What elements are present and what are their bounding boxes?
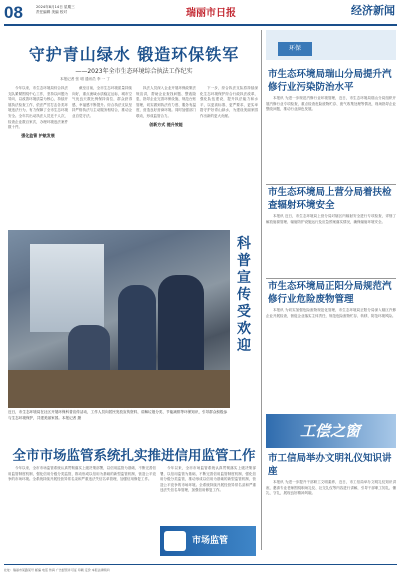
article-column — [8, 466, 156, 560]
article-column — [266, 308, 396, 408]
article-paragraph: 本报讯 为进一步规范汽修行业环境管理，近日，市生态环境局瑞山分局组织开展汽修行业专项检查，重点检查危险废物贮存、废气收集处理等情况，现场指导企业整改问题，推动行业绿色发展。 — [266, 96, 396, 112]
shopping-bag-icon — [164, 531, 186, 551]
article-column — [136, 86, 196, 228]
article-column — [8, 86, 68, 228]
article-paragraph: 本报讯 为进一步提升干部职工文明素养，近日，市工信局举办文明礼仪知识讲座，邀请专业老师围绕职场礼仪、社交礼仪等内容进行讲解，引导干部职工知礼、懂礼、守礼，展现良好精神风貌。 — [266, 480, 396, 496]
article-paragraph: 截至目前，全市生态环境质量持续向好，重点流域水质稳定达标，城市空气优良天数比例保持高位，群众获得感、幸福感不断提升。综合执法支队坚持严格执法与主动服务相结合，推动企业自觉守法。 — [72, 86, 132, 118]
second-headline: 全市市场监管系统扎实推进信用监管工作 — [12, 448, 256, 464]
article-paragraph: 今年以来，全市市场监管系统认真贯彻落实上级决策部署，以信用监管为基础，不断完善信用监管制度机制，强化信用分级分类监管，推动形成以信用为基础的新型监管机制，营造公平竞争的市场环境。全系统持续开展经营异常名录和严重违法失信名单管理，加强信用修复工作。 — [8, 466, 156, 482]
right-headline: 市生态环境局上营分局着扶检查辐射环境安全 — [268, 187, 392, 211]
article-column — [200, 86, 258, 228]
union-banner-text: 工偿之窗 — [300, 422, 361, 440]
article-column — [266, 96, 396, 182]
photo-kicker: 科普宣传受欢迎 — [237, 236, 251, 354]
article-paragraph: 下一步，综合执法支队将持续深化生态环境保护综合行政执法改革，强化队伍建设，提升执法能力和水平，以更高标准、更严要求、更实举措守护好青山绿水，为建设美丽家园作出新的更大贡献。 — [200, 86, 258, 118]
news-photo — [8, 230, 230, 408]
photo-caption: 近日，市生态环境局在社区开展环保科普宣传活动，工作人员向居民发放宣传资料，讲解垃圾分类、节能减排等环保知识，引导群众积极参与生态环境保护，共建美丽家园。本报记者 摄 — [8, 410, 228, 420]
paper-logo: 瑞丽市日报 — [186, 8, 236, 19]
main-headline: 守护青山绿水 锻造环保铁军 — [28, 45, 240, 64]
section-divider — [266, 278, 396, 279]
article-column — [266, 214, 396, 274]
section-divider — [266, 184, 396, 185]
masthead-info-line: 责任编辑 美编 校对 — [36, 10, 68, 14]
footer-rule — [4, 564, 397, 565]
article-column — [72, 86, 132, 228]
main-subheadline: ——2023年全市生态环境综合执法工作纪实 — [75, 68, 193, 75]
masthead-info-line: 2024年8月14日 星期三 — [36, 5, 75, 9]
masthead-info — [36, 5, 82, 15]
market-ad-text: 市场监管 — [192, 536, 229, 546]
right-headline: 市生态环境局正阳分局规范汽修行业危险废物管理 — [268, 281, 392, 305]
eco-banner — [266, 30, 396, 60]
footer-info: 社址：瑞丽市某路某号 邮编 电话 传真 广告经营许可证 印刷 定价 本报法律顾问 — [4, 568, 110, 572]
masthead-rule — [4, 24, 397, 26]
eco-banner-tag: 环保 — [278, 42, 312, 56]
page-number: 08 — [4, 3, 23, 22]
main-byline: 本报记者 张 明 通讯员 李 一 丁 — [60, 77, 110, 81]
article-column — [160, 466, 256, 522]
article-subheading: 创新方式 提升效能 — [149, 121, 183, 127]
article-column — [266, 480, 396, 560]
article-paragraph: 本报讯 为切实加强危险废物规范化管理，市生态环境局正阳分局深入辖区汽修企业开展检查，督促企业落实主体责任，规范危险废物贮存、转移，防范环境风险。 — [266, 308, 396, 318]
column-divider — [261, 30, 262, 550]
section-title: 经济新闻 — [351, 4, 395, 17]
article-paragraph: 今年以来，全市市场监管系统认真贯彻落实上级决策部署，以信用监管为基础，不断完善信用监管制度机制，强化信用分级分类监管，推动形成以信用为基础的新型监管机制，营造公平竞争的市场环境。全系统持续开展经营异常名录和严重违法失信名单管理，加强信用修复工作。 — [160, 466, 256, 493]
masthead — [0, 0, 401, 24]
article-paragraph: 执法人员深入企业开展环保政策法规宣讲，帮助企业查找问题、整改隐患，指导企业完善环保设施、规范台账管理，切实做到执法有力度、服务有温度，营造良好营商环境。同时加强部门联动，形成监管合力。 — [136, 86, 196, 118]
article-paragraph: 今年以来，市生态环境局综合执法支队紧紧围绕中心工作，坚持以问题为导向，以改善环境质量为核心，持续开展执法检查工作，依法严厉打击各类环境违法行为，有力保障了全市生态环境安全。全年共出动执法人员近千人次，检查企业数百家次，办理环境违法案件数十件。 — [8, 86, 68, 130]
article-subheading: 强化监管 护航发展 — [21, 132, 55, 138]
right-headline: 市工信局举办文明礼仪知识讲座 — [268, 453, 392, 477]
right-headline: 市生态环境局瑞山分局提升汽修行业污染防治水平 — [268, 69, 392, 93]
article-paragraph: 本报讯 近日，市生态环境局上营分局对辖区内辐射安全进行专项检查，详细了解放射源管理、辐射防护设施运行及应急预案落实情况，确保辐射环境安全。 — [266, 214, 396, 224]
